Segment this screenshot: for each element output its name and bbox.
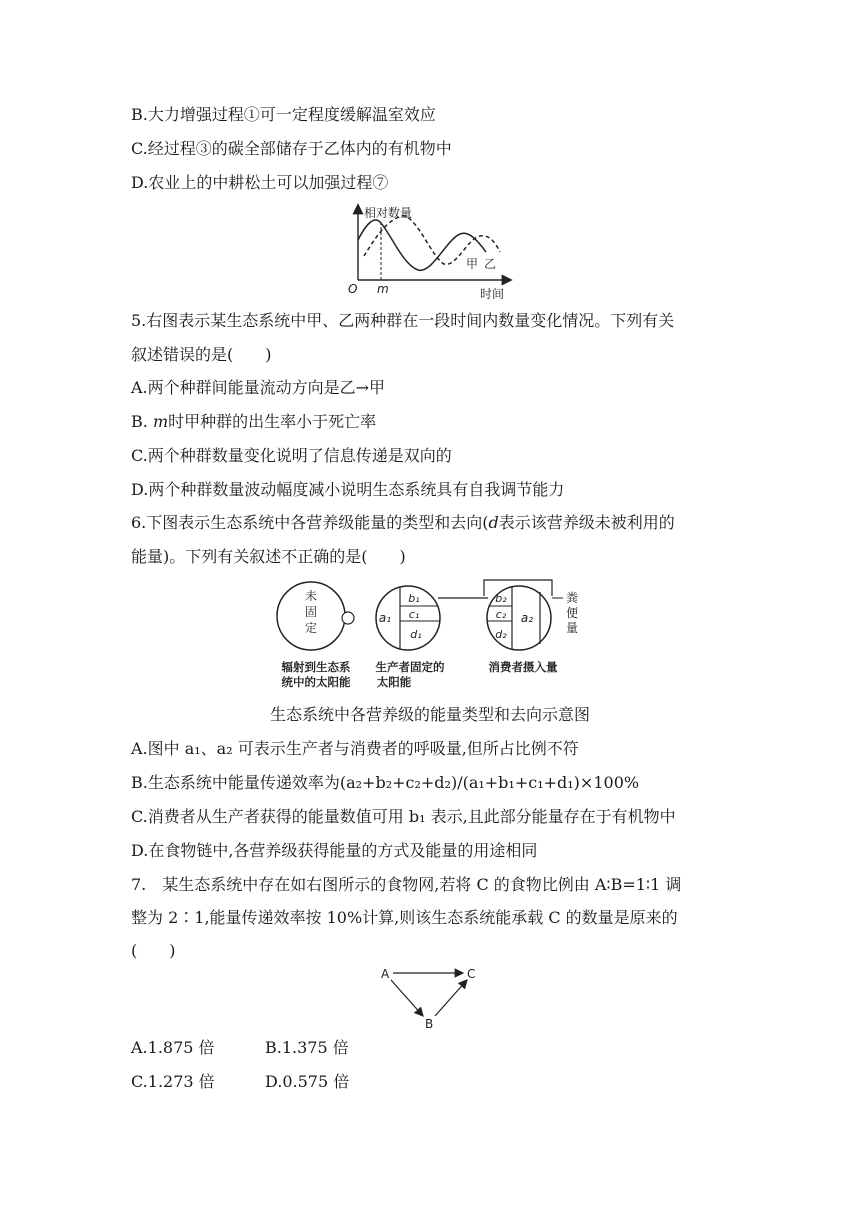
q7-stem-2: 整为 2∶1,能量传递效率按 10%计算,则该生态系统能承载 C 的数量是原来的 [131, 908, 678, 927]
small-connector-circle [342, 612, 354, 624]
q5-stem-1: 5.右图表示某生态系统中甲、乙两种群在一段时间内数量变化情况。下列有关 [131, 311, 675, 330]
q5-option-a: A.两个种群间能量流动方向是乙→甲 [131, 378, 386, 397]
producer-b1: b₁ [408, 592, 420, 605]
feces-char-2: 便 [565, 606, 579, 620]
sunlight-caption-1: 辐射到生态系 [281, 660, 351, 674]
curve-yi [364, 216, 500, 264]
q6-option-c: C.消费者从生产者获得的能量数值可用 b₁ 表示,且此部分能量存在于有机物中 [131, 807, 676, 826]
q5-option-b-prefix: B. [131, 412, 153, 431]
population-curve-figure [340, 200, 520, 304]
consumer-c2: c₂ [495, 608, 507, 621]
feces-char-1: 粪 [565, 591, 579, 605]
node-c: C [467, 967, 476, 981]
q7-option-c: C.1.273 倍 [131, 1072, 215, 1091]
producer-caption-1: 生产者固定的 [375, 660, 445, 674]
q6-stem-1a: 6.下图表示生态系统中各营养级能量的类型和去向( [131, 513, 489, 532]
q7-stem-3: ( ) [131, 941, 176, 960]
consumer-b2: b₂ [495, 592, 507, 605]
q6-stem-2: 能量)。下列有关叙述不正确的是( ) [131, 547, 406, 566]
sunlight-caption-2: 统中的太阳能 [281, 675, 351, 689]
q7-stem-1: 7. 某生态系统中存在如右图所示的食物网,若将 C 的食物比例由 A∶B=1∶1 调 [131, 875, 682, 894]
consumer-a2: a₂ [520, 611, 534, 625]
feces-bracket [484, 580, 552, 596]
feces-char-3: 量 [565, 621, 579, 635]
unfixed-char-2: 固 [304, 605, 318, 619]
q5-option-b-var: m [152, 412, 169, 431]
arrow-a-to-b [391, 980, 423, 1016]
q6-stem-1b: 表示该营养级未被利用的 [498, 513, 675, 532]
y-axis-label: 相对数量 [364, 206, 413, 220]
q7-option-b: B.1.375 倍 [265, 1038, 349, 1057]
q4-option-d: D.农业上的中耕松土可以加强过程⑦ [131, 173, 389, 192]
food-web-figure [375, 962, 485, 1032]
q5-option-b [131, 411, 376, 433]
m-label: m [377, 282, 389, 296]
node-a: A [381, 967, 390, 981]
producer-caption-2: 太阳能 [376, 675, 412, 689]
producer-c1: c₁ [408, 608, 420, 621]
producer-d1: d₁ [410, 628, 422, 641]
consumer-caption: 消费者摄入量 [488, 660, 558, 674]
node-b: B [425, 1017, 434, 1031]
series-label-jia: 甲 [466, 257, 479, 271]
q6-option-a: A.图中 a₁、a₂ 可表示生产者与消费者的呼吸量,但所占比例不符 [131, 739, 579, 758]
unfixed-char-3: 定 [304, 621, 318, 635]
q4-option-b: B.大力增强过程①可一定程度缓解温室效应 [131, 105, 436, 124]
q5-option-b-rest: 时甲种群的出生率小于死亡率 [168, 412, 377, 431]
x-axis-label: 时间 [480, 287, 505, 301]
series-label-yi: 乙 [484, 257, 497, 271]
q5-stem-2: 叙述错误的是( ) [131, 345, 272, 364]
q5-option-c: C.两个种群数量变化说明了信息传递是双向的 [131, 446, 452, 465]
q6-stem-var: d [488, 513, 499, 532]
q6-option-d: D.在食物链中,各营养级获得能量的方式及能量的用途相同 [131, 841, 538, 860]
producer-a1: a₁ [378, 611, 392, 625]
q7-option-a: A.1.875 倍 [131, 1038, 215, 1057]
q4-option-c: C.经过程③的碳全部储存于乙体内的有机物中 [131, 139, 452, 158]
q6-option-b: B.生态系统中能量传递效率为(a₂+b₂+c₂+d₂)/(a₁+b₁+c₁+d₁)×100% [131, 773, 640, 792]
origin-label: O [348, 282, 358, 296]
consumer-d2: d₂ [495, 628, 507, 641]
q6-figure-caption: 生态系统中各营养级的能量类型和去向示意图 [269, 705, 590, 724]
q5-option-d: D.两个种群数量波动幅度减小说明生态系统具有自我调节能力 [131, 480, 565, 499]
q6-stem-1 [131, 512, 675, 534]
arrow-b-to-c [435, 980, 467, 1016]
unfixed-char-1: 未 [304, 589, 318, 603]
q7-option-d: D.0.575 倍 [265, 1072, 350, 1091]
energy-flow-figure [270, 574, 600, 698]
